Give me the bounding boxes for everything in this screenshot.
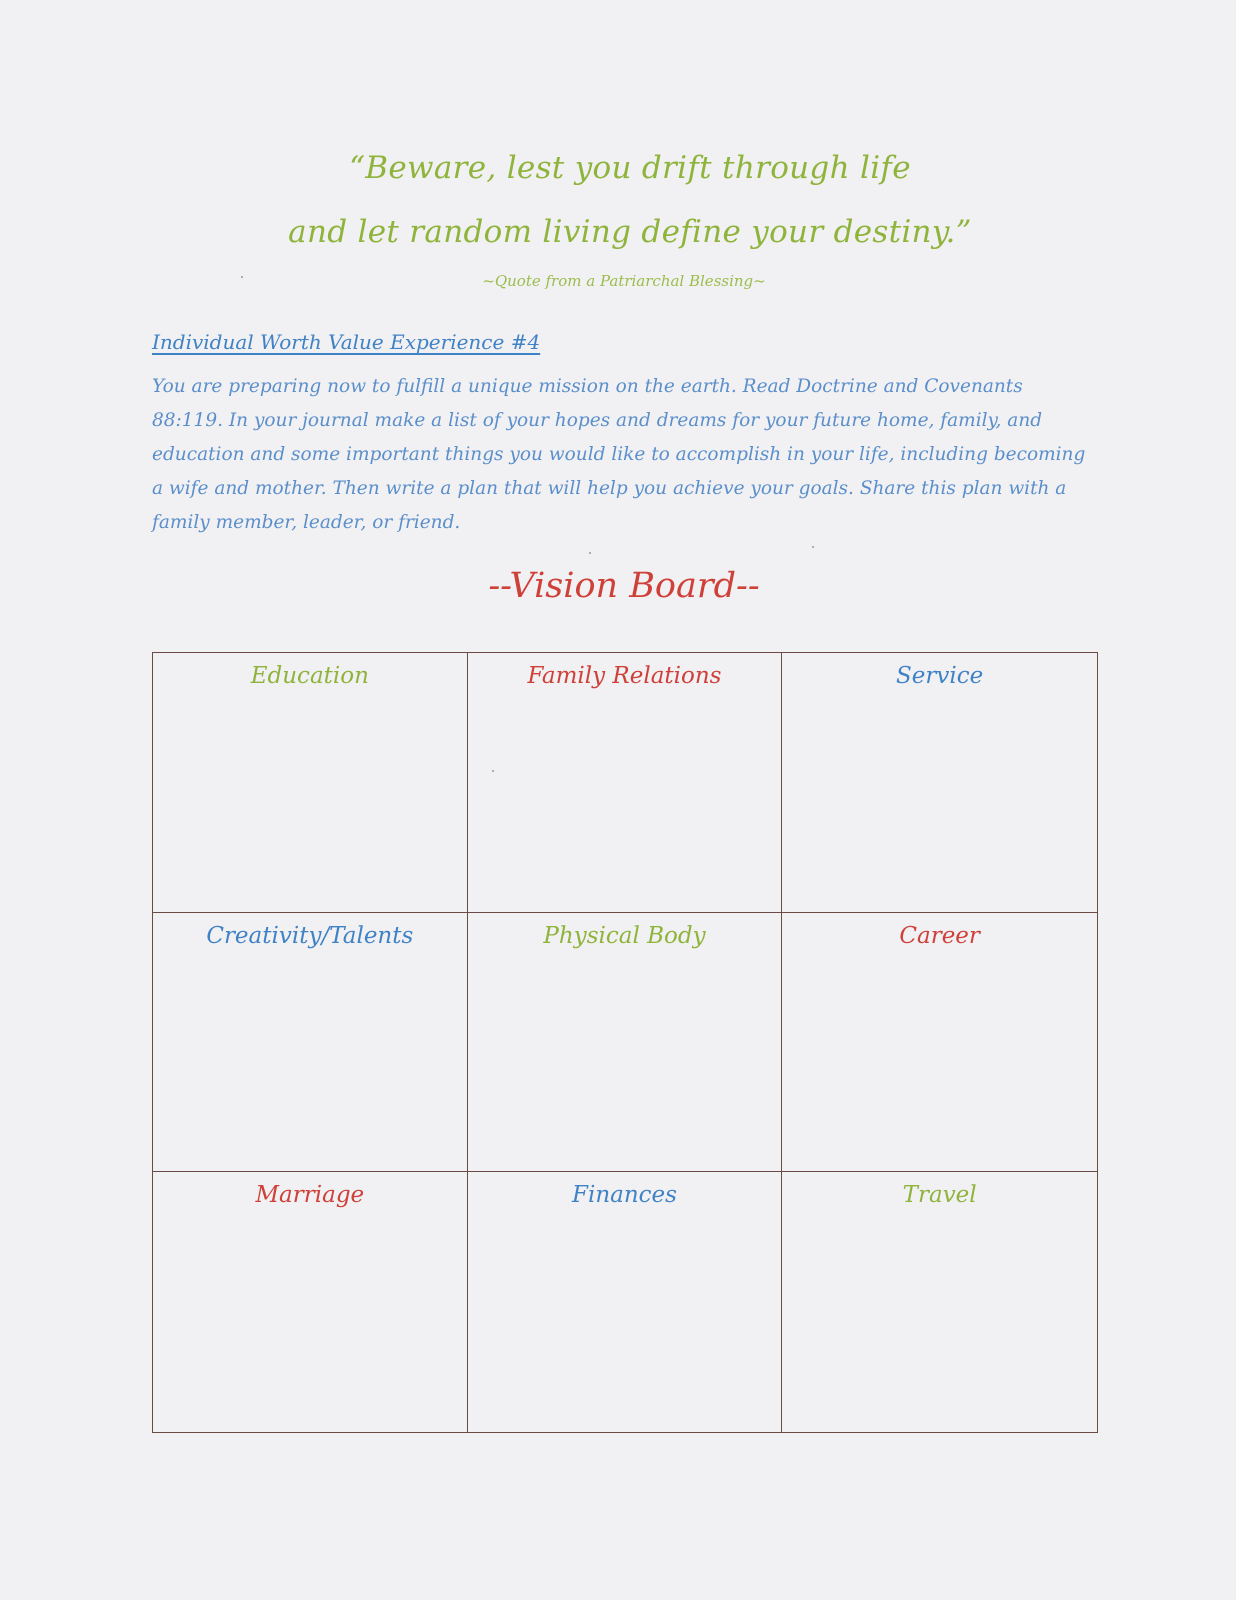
quote-attribution: ~Quote from a Patriarchal Blessing~ bbox=[482, 272, 766, 290]
cell-label-travel: Travel bbox=[902, 1182, 977, 1209]
experience-title: Individual Worth Value Experience #4 bbox=[152, 330, 541, 354]
cell-label-education: Education bbox=[250, 663, 369, 689]
cell-creativity-talents[interactable] bbox=[153, 913, 468, 1173]
scan-speck bbox=[812, 546, 814, 548]
quote-line-2: and let random living define your destiny.” bbox=[288, 214, 972, 250]
cell-career[interactable] bbox=[782, 913, 1097, 1173]
scan-speck bbox=[589, 552, 591, 554]
cell-finances[interactable] bbox=[468, 1172, 783, 1432]
cell-label-creativity-talents: Creativity/Talents bbox=[206, 922, 414, 949]
quote-line-1: “Beware, lest you drift through life bbox=[349, 150, 911, 186]
cell-education[interactable] bbox=[153, 653, 468, 913]
cell-service[interactable] bbox=[782, 653, 1097, 913]
cell-marriage[interactable] bbox=[153, 1172, 468, 1432]
vision-board-grid bbox=[152, 652, 1098, 1433]
vision-board-title: --Vision Board-- bbox=[488, 566, 760, 606]
cell-label-physical-body: Physical Body bbox=[543, 922, 706, 949]
experience-instructions: You are preparing now to fulfill a unique mission on the earth. Read Doctrine and Covenants 88:119. In your journal make a list of your hopes and dreams for your future home, family, and education and some important things you would like to accomplish in your life, including becoming a wife and mother. Then write a plan that will help you achieve your goals. Share this plan with a family member, leader, or friend. bbox=[152, 376, 1086, 533]
cell-physical-body[interactable] bbox=[468, 913, 783, 1173]
cell-family-relations[interactable] bbox=[468, 653, 783, 913]
cell-travel[interactable] bbox=[782, 1172, 1097, 1432]
cell-label-service: Service bbox=[896, 663, 984, 689]
cell-label-marriage: Marriage bbox=[255, 1182, 365, 1209]
scan-speck bbox=[241, 276, 243, 278]
cell-label-family-relations: Family Relations bbox=[527, 663, 722, 689]
cell-label-career: Career bbox=[899, 922, 980, 949]
scan-speck bbox=[492, 770, 494, 772]
cell-label-finances: Finances bbox=[572, 1182, 677, 1209]
